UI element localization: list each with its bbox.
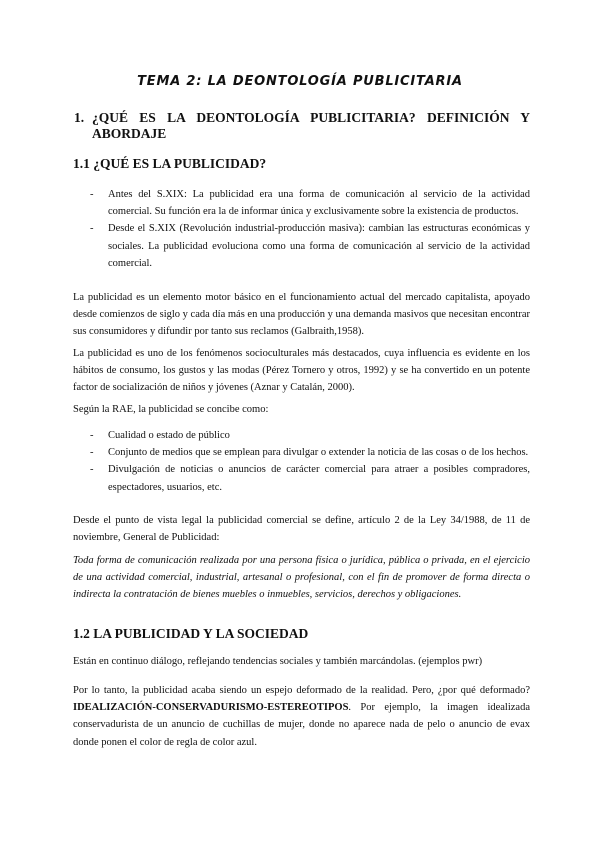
- legal-quote: Toda forma de comunicación realizada por una persona física o jurídica, pública o privada, en el ejercicio de una actividad comercial, industrial, artesanal o profesional, con el fin de promover de forma directa o indirecta la contratación de bienes muebles o inmuebles, servicios, derechos y obligaciones.: [73, 555, 530, 601]
- paragraph: Según la RAE, la publicidad se concibe como:: [73, 404, 269, 415]
- dash-bullet: -: [90, 189, 94, 200]
- list-item: - Cualidad o estado de público: [73, 427, 530, 444]
- section-heading-1: [74, 110, 530, 142]
- section-heading-text: ¿QUÉ ES LA DEONTOLOGÍA PUBLICITARIA? DEFINICIÓN Y ABORDAJE: [92, 110, 530, 141]
- subsection-heading-1-2: 1.2 LA PUBLICIDAD Y LA SOCIEDAD: [73, 626, 309, 641]
- paragraph: Desde el punto de vista legal la publicidad comercial se define, artículo 2 de la Ley 34/1988, de 11 de noviembre, General de Publicidad:: [73, 515, 530, 544]
- subsection-heading-1-1: 1.1 ¿QUÉ ES LA PUBLICIDAD?: [73, 156, 267, 171]
- history-list: [73, 186, 530, 272]
- list-item: - Desde el S.XIX (Revolución industrial-producción masiva): cambian las estructuras económicas y sociales. La publicidad evoluciona como una forma de comunicación al servicio de la actividad comercial.: [73, 220, 530, 272]
- list-item: - Antes del S.XIX: La publicidad era una forma de comunicación al servicio de la actividad comercial. Su función era la de informar única y exclusivamente sobre la existencia de productos.: [73, 186, 530, 220]
- section-number: 1.: [74, 110, 85, 125]
- paragraph: La publicidad es un elemento motor básico en el funcionamiento actual del mercado capitalista, apoyado desde comienzos de siglo y cada día más en una producción y una demanda masivos que necesitan encontrar sus consumidores y difundir por tanto sus reclamos (Galbraith,1958).: [73, 292, 530, 338]
- paragraph: Por lo tanto, la publicidad acaba siendo un espejo deformado de la realidad. Pero, ¿por qué deformado? IDEALIZACIÓN-CONSERVADURISMO-ESTEREOTIPOS. Por ejemplo, la imagen idealizada conservadurista de un anuncio de cuchillas de mujer, donde no aparece nada de pelo o anuncio de evax donde ponen el color de regla de color azul.: [73, 685, 530, 748]
- paragraph: La publicidad es uno de los fenómenos socioculturales más destacados, cuya influencia es evidente en los hábitos de consumo, los gustos y las modas (Pérez Tornero y otros, 1992) y se ha convertido en un potente factor de socialización de niños y jóvenes (Aznar y Catalán, 2000).: [73, 348, 530, 394]
- emphasis-keywords: IDEALIZACIÓN-CONSERVADURISMO-ESTEREOTIPOS: [73, 702, 349, 714]
- dash-bullet: -: [90, 447, 94, 459]
- rae-definition-list: [73, 427, 530, 496]
- paragraph: Están en continuo diálogo, reflejando tendencias sociales y también marcándolas. (ejemplos pwr): [73, 656, 483, 667]
- dash-bullet: -: [90, 430, 94, 441]
- page-title: TEMA 2: LA DEONTOLOGÍA PUBLICITARIA: [137, 74, 463, 89]
- list-item: - Conjunto de medios que se emplean para divulgar o extender la noticia de las cosas o de los hechos.: [73, 444, 530, 461]
- list-item: - Divulgación de noticias o anuncios de carácter comercial para atraer a posibles compradores, espectadores, usuarios, etc.: [73, 461, 530, 495]
- dash-bullet: -: [90, 464, 94, 476]
- dash-bullet: -: [90, 223, 94, 235]
